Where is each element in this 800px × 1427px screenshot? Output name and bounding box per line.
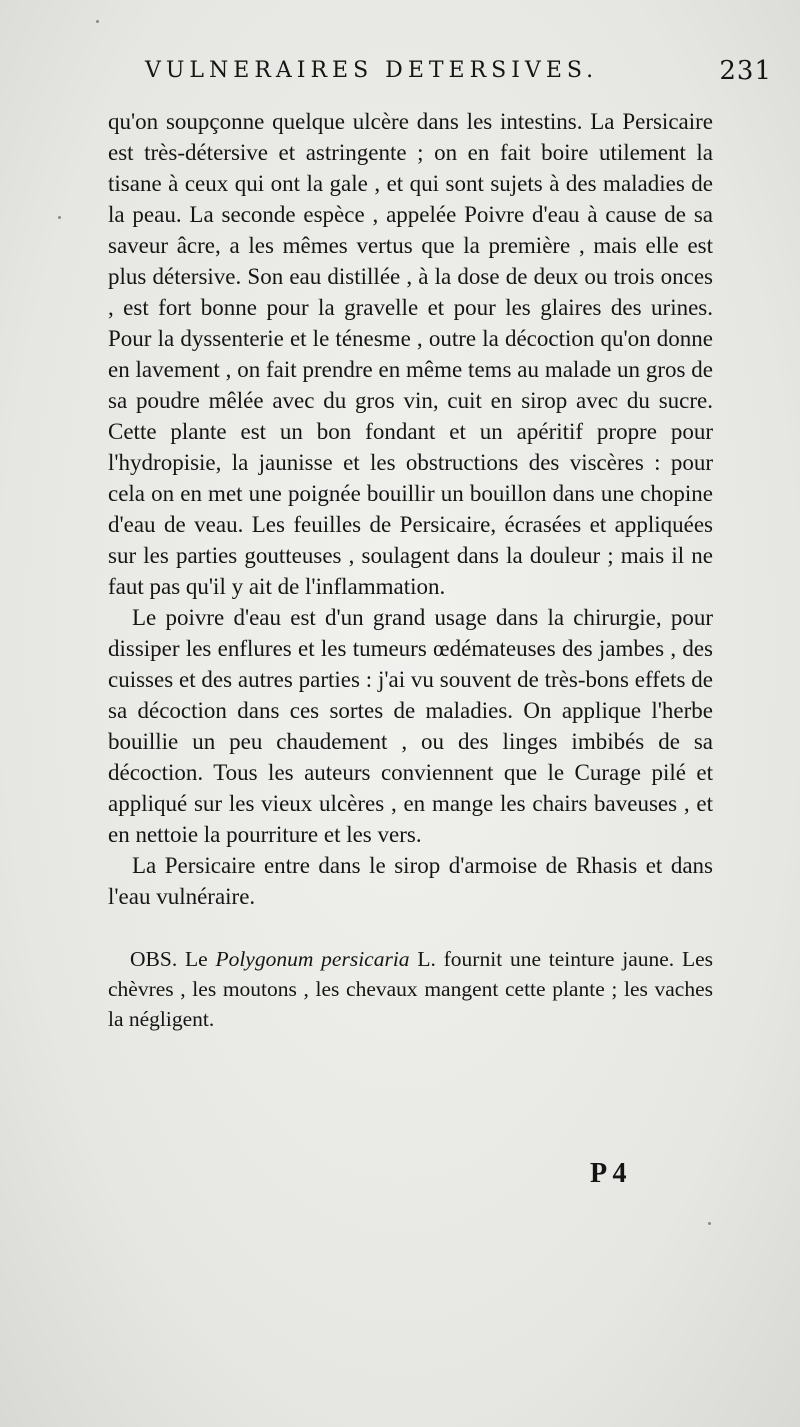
paper-speck bbox=[58, 216, 61, 219]
body-text bbox=[108, 106, 713, 1034]
running-title: VULNERAIRES DETERSIVES. bbox=[145, 58, 599, 83]
page-number: 231 bbox=[719, 56, 772, 86]
obs-latin-name: Polygonum persicaria bbox=[215, 947, 410, 971]
obs-suffix: L. fournit une teinture jaune. Les chèvres , les moutons , les chevaux mangent cette plante ; les vaches la négligent. bbox=[108, 947, 714, 1031]
paragraph-3: La Persicaire entre dans le sirop d'armoise de Rhasis et dans l'eau vulnéraire. bbox=[108, 853, 713, 909]
signature-mark: P 4 bbox=[590, 1158, 627, 1189]
running-header bbox=[145, 58, 772, 98]
paragraph-1: qu'on soupçonne quelque ulcère dans les intestins. La Persicaire est très-détersive et astringente ; on en fait boire utilement la tisane à ceux qui ont la gale , et qui sont sujets à des maladies de la peau. La seconde espèce , appelée Poivre d'eau à cause de sa saveur âcre, a les mêmes vertus que la première , mais elle est plus détersive. Son eau distillée , à la dose de deux ou trois onces , est fort bonne pour la gravelle et pour les glaires des urines. Pour la dyssenterie et le ténesme , outre la décoction qu'on donne en lavement , on fait prendre en même tems au malade un gros de sa poudre mêlée avec du gros vin, cuit en sirop avec du sucre. Cette plante est un bon fondant et un apéritif propre pour l'hydropisie, la jaunisse et les obstructions des viscères : pour cela on en met une poignée bouillir un bouillon dans une chopine d'eau de veau. Les feuilles de Persicaire, écrasées et appliquées sur les parties goutteuses , soulagent dans la douleur ; mais il ne faut pas qu'il y ait de l'inflammation. bbox=[108, 109, 713, 599]
paper-speck bbox=[96, 20, 99, 23]
observation-note bbox=[108, 944, 713, 1034]
paper-speck bbox=[708, 1222, 711, 1225]
paragraph-2: Le poivre d'eau est d'un grand usage dans la chirurgie, pour dissiper les enflures et les tumeurs œdémateuses des jambes , des cuisses et des autres parties : j'ai vu souvent de très-bons effets de sa décoction dans ces sortes de maladies. On applique l'herbe bouillie un peu chaudement , ou des linges imbibés de sa décoction. Tous les auteurs conviennent que le Curage pilé et appliqué sur les vieux ulcères , en mange les chairs baveuses , et en nettoie la pourriture et les vers. bbox=[108, 605, 713, 847]
obs-prefix: OBS. Le bbox=[130, 947, 216, 971]
